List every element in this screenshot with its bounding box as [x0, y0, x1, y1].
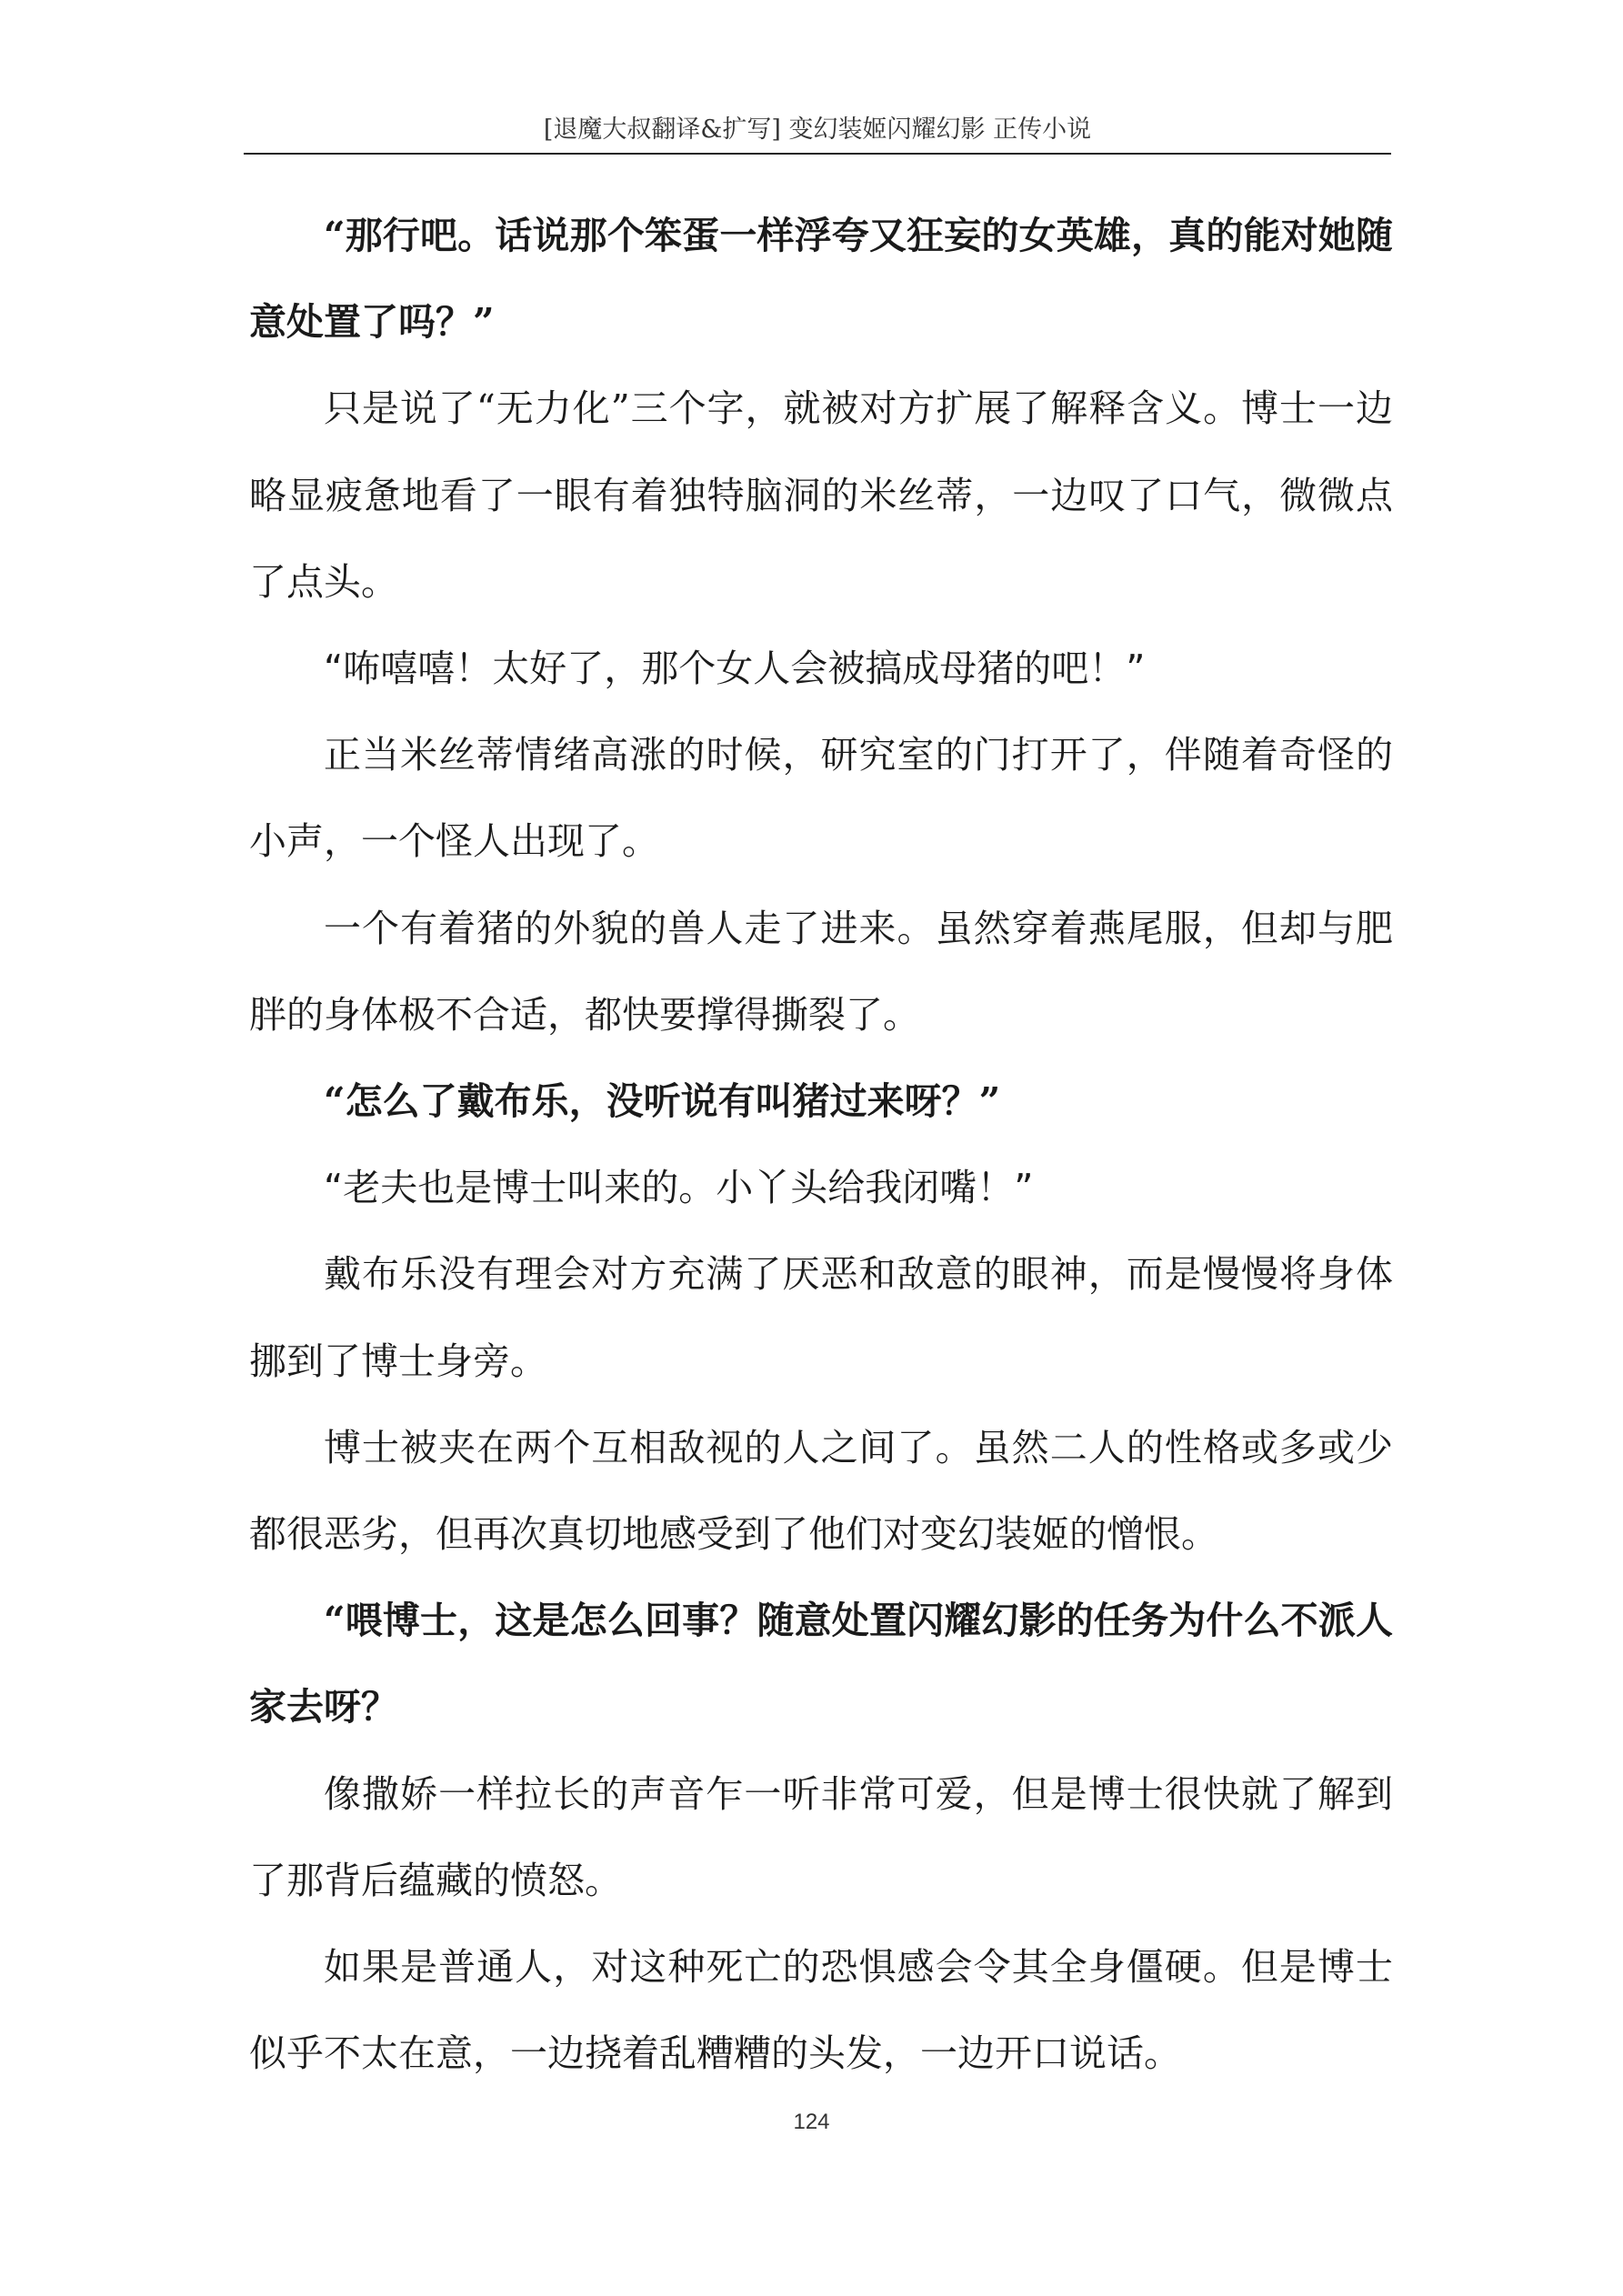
paragraph-3: “咘嘻嘻！太好了，那个女人会被搞成母猪的吧！”	[324, 646, 1146, 690]
paragraph-5: 一个有着猪的外貌的兽人走了进来。虽然穿着燕尾服，但却与肥胖的身体极不合适，都快要撑得撕裂了。	[249, 906, 1393, 1037]
paragraph-12: 如果是普通人，对这种死亡的恐惧感会令其全身僵硬。但是博士似乎不太在意，一边挠着乱糟糟的头发，一边开口说话。	[249, 1944, 1393, 2076]
paragraph-2: 只是说了“无力化”三个字，就被对方扩展了解释含义。博士一边略显疲惫地看了一眼有着独特脑洞的米丝蒂，一边叹了口气，微微点了点头。	[249, 386, 1393, 604]
page-body	[249, 193, 1393, 2097]
paragraph-10: “喂博士，这是怎么回事？随意处置闪耀幻影的任务为什么不派人家去呀？	[249, 1599, 1393, 1730]
paragraph-6: “怎么了戴布乐，没听说有叫猪过来呀？”	[324, 1078, 1001, 1123]
paragraph-1: “那行吧。话说那个笨蛋一样浮夸又狂妄的女英雄，真的能对她随意处置了吗？”	[249, 214, 1393, 345]
paragraph-11: 像撒娇一样拉长的声音乍一听非常可爱，但是博士很快就了解到了那背后蕴藏的愤怒。	[249, 1771, 1393, 1902]
paragraph-4: 正当米丝蒂情绪高涨的时候，研究室的门打开了，伴随着奇怪的小声，一个怪人出现了。	[249, 733, 1393, 864]
page-header	[244, 107, 1391, 155]
paragraph-9: 博士被夹在两个互相敌视的人之间了。虽然二人的性格或多或少都很恶劣，但再次真切地感受到了他们对变幻装姬的憎恨。	[249, 1425, 1393, 1556]
page-number: 124	[793, 2110, 830, 2134]
header-title: [退魔大叔翻译&扩写] 变幻装姬闪耀幻影 正传小说	[543, 115, 1092, 144]
paragraph-7: “老夫也是博士叫来的。小丫头给我闭嘴！”	[324, 1166, 1034, 1210]
paragraph-8: 戴布乐没有理会对方充满了厌恶和敌意的眼神，而是慢慢将身体挪到了博士身旁。	[249, 1252, 1393, 1383]
